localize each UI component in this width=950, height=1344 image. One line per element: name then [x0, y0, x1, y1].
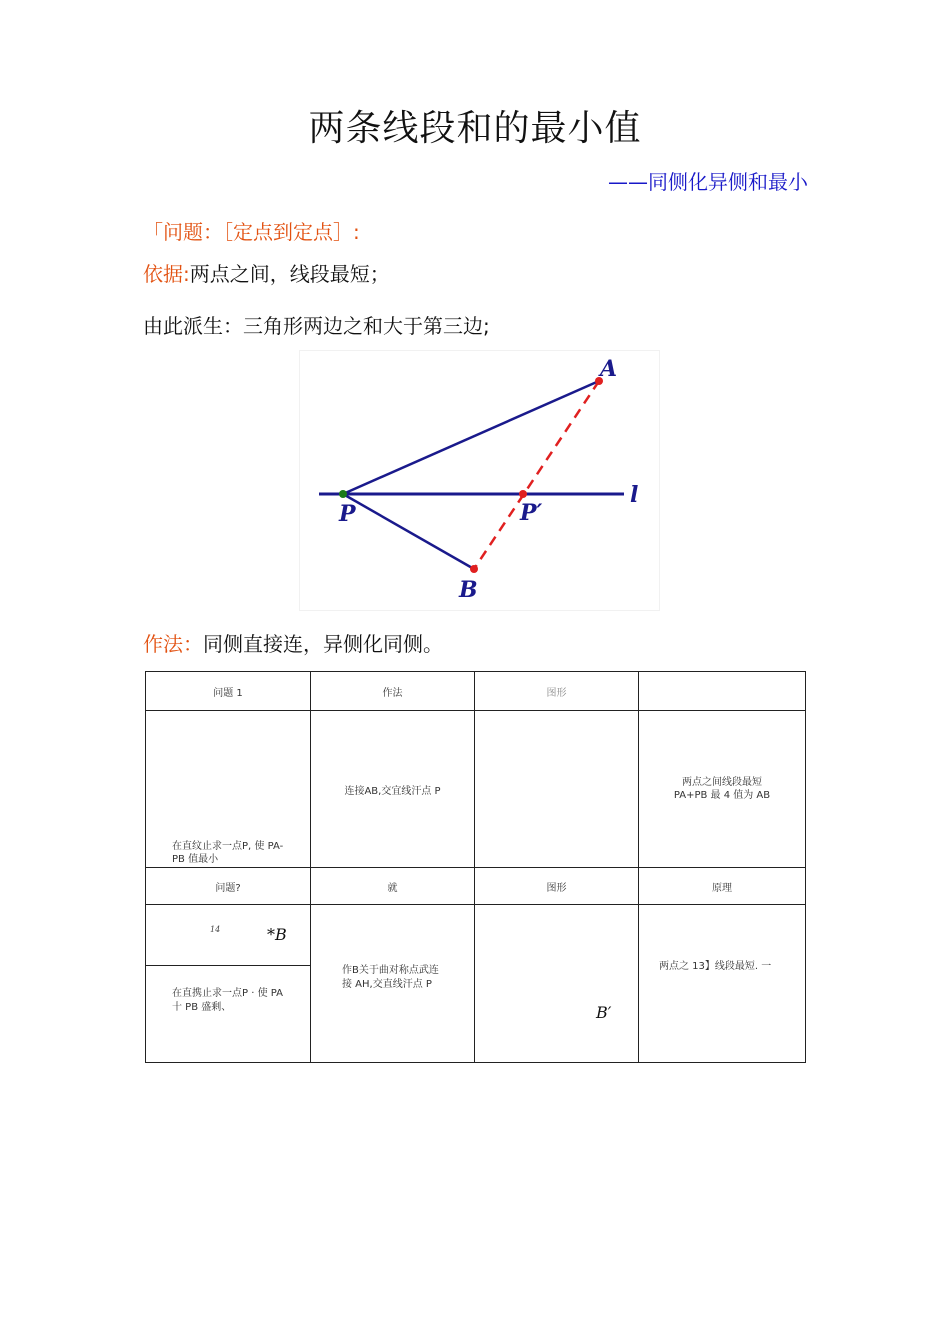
problem-2-small-number: 14	[210, 925, 221, 934]
basis-text: 两点之间，线段最短；	[189, 262, 390, 286]
header-problem-1: 问题 1	[146, 672, 311, 711]
table-row	[146, 868, 806, 905]
geometry-svg	[299, 350, 660, 611]
header-blank	[639, 672, 806, 711]
figure-1-cell	[475, 711, 639, 868]
segment-PB	[343, 494, 474, 569]
figure-2-point-b-prime: B′	[596, 1003, 612, 1022]
problem-2-line-2: 十 PB 盛剩、	[172, 1002, 232, 1013]
problem-1-cell	[146, 711, 311, 868]
method-2-cell	[311, 905, 475, 1063]
figure-2-cell	[475, 905, 639, 1063]
derived-line: 由此派生：三角形两边之和大于第三边;	[143, 314, 490, 338]
header-principle-2: 原理	[639, 868, 806, 905]
problem-2-cell	[146, 905, 311, 1063]
problem-2-text	[146, 966, 310, 1015]
method-text: 同侧直接连，异侧化同侧。	[203, 632, 443, 656]
table-row	[146, 905, 806, 1063]
method-1-text: 连接AB,交宜线汗点 P	[344, 785, 441, 797]
header-problem-2: 问题?	[146, 868, 311, 905]
problem-2-point-b: *B	[267, 925, 287, 944]
point-B	[470, 565, 478, 573]
problem-heading: 「问题：［定点到定点］:	[143, 220, 360, 244]
label-l: l	[630, 482, 639, 508]
basis-label: 依据:	[143, 262, 190, 286]
label-A: A	[600, 356, 618, 382]
method-label: 作法：	[143, 632, 203, 656]
principle-2-cell	[639, 905, 806, 1063]
method-line	[143, 628, 443, 657]
header-figure-2: 图形	[475, 868, 639, 905]
geometry-figure	[299, 350, 660, 611]
page-subtitle: ——同侧化异侧和最小	[608, 170, 808, 194]
method-2-line-2: 接 AH,交直线汗点 P	[342, 979, 432, 990]
header-method-2: 就	[311, 868, 475, 905]
principle-1-line-1: 两点之间线段最短	[682, 777, 762, 788]
point-P-prime	[519, 490, 527, 498]
basis-line	[143, 258, 390, 287]
problem-2-top	[146, 905, 310, 966]
label-P: P	[339, 501, 356, 527]
method-1-cell	[311, 711, 475, 868]
page-title: 两条线段和的最小值	[308, 108, 642, 149]
header-figure: 图形	[475, 672, 639, 711]
label-B: B	[459, 577, 478, 603]
method-2-line-1: 作B关于曲对称点武连	[342, 965, 439, 976]
principle-1-line-2: PA+PB 最 4 值为 AB	[673, 790, 771, 801]
table-row	[146, 672, 806, 711]
label-P-prime: P′	[520, 500, 543, 526]
method-table	[145, 671, 806, 1063]
header-method: 作法	[311, 672, 475, 711]
principle-1-cell	[639, 711, 806, 868]
problem-2-line-1: 在直携止求一点P · 使 PA	[172, 988, 283, 999]
table-row	[146, 711, 806, 868]
principle-2-text: 两点之 13】线段最短. 一	[659, 960, 772, 972]
point-P	[339, 490, 347, 498]
problem-1-text: 在直纹止求一点P, 使 PA-PB 值最小	[172, 841, 284, 865]
